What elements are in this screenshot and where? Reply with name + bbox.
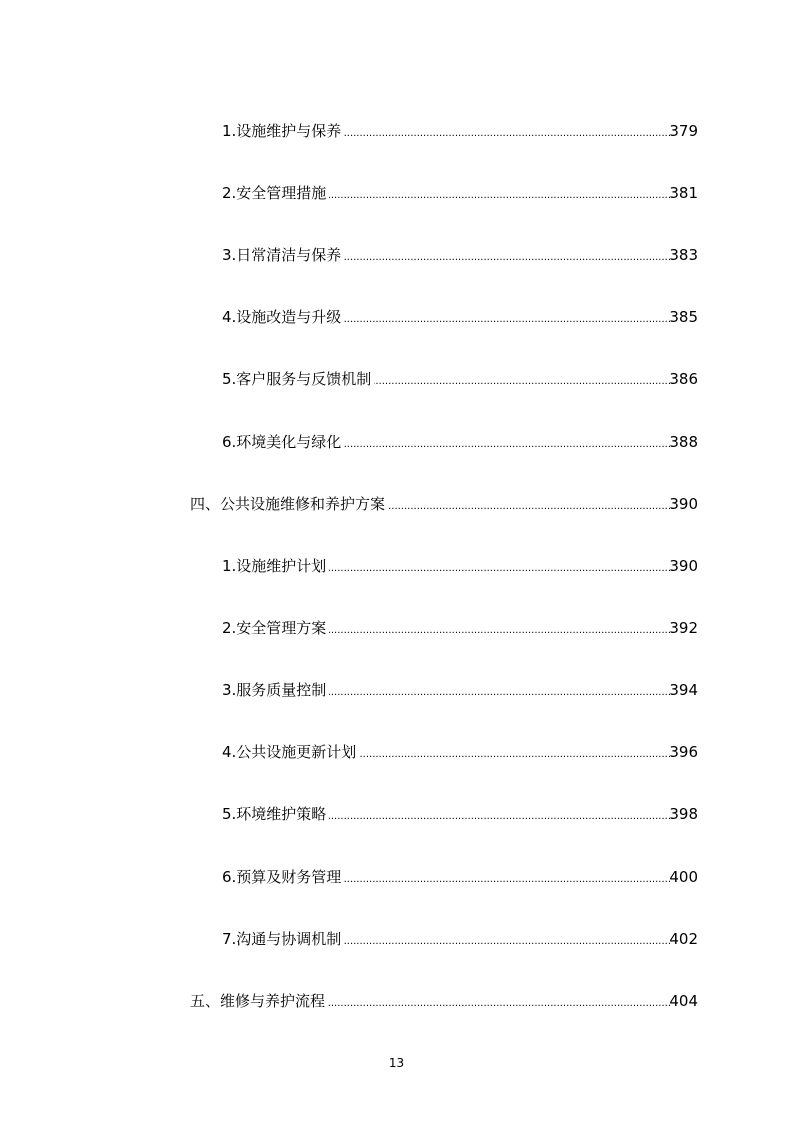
toc-entry-page: 379 — [669, 122, 698, 140]
toc-entry[interactable] — [0, 739, 793, 765]
toc-entry-title: 6.环境美化与绿化 — [222, 429, 344, 455]
toc-entry-title: 4.设施改造与升级 — [222, 304, 344, 330]
toc-entry-title: 4.公共设施更新计划 — [222, 739, 359, 765]
toc-entry-title: 3.日常清洁与保养 — [222, 242, 344, 268]
toc-entry[interactable] — [0, 864, 793, 890]
toc-entry-page: 383 — [669, 246, 698, 264]
toc-entry[interactable] — [0, 180, 793, 206]
page-number: 13 — [388, 1056, 405, 1070]
toc-section-title: 四、公共设施维修和养护方案 — [190, 491, 388, 517]
toc-section-page: 390 — [669, 495, 698, 513]
toc-entry[interactable] — [0, 304, 793, 330]
toc-entry-page: 396 — [669, 743, 698, 761]
toc-entry[interactable] — [0, 118, 793, 144]
toc-entry-title: 2.安全管理措施 — [222, 180, 329, 206]
toc-entry-page: 398 — [669, 805, 698, 823]
toc-entry[interactable] — [0, 801, 793, 827]
toc-entry-page: 400 — [669, 868, 698, 886]
toc-entry[interactable] — [0, 429, 793, 455]
toc-entry-page: 394 — [669, 681, 698, 699]
toc-entry[interactable] — [0, 366, 793, 392]
toc-entry-title: 5.环境维护策略 — [222, 801, 329, 827]
toc-entry-page: 381 — [669, 184, 698, 202]
toc-entry[interactable] — [0, 615, 793, 641]
toc-entry[interactable] — [0, 242, 793, 268]
toc-entry-title: 1.设施维护与保养 — [222, 118, 344, 144]
toc-entry-page: 390 — [669, 557, 698, 575]
toc-entry-title: 5.客户服务与反馈机制 — [222, 366, 374, 392]
toc-entry-page: 402 — [669, 930, 698, 948]
toc-entry[interactable] — [0, 926, 793, 952]
toc-entry-page: 386 — [669, 370, 698, 388]
toc-entry-title: 1.设施维护计划 — [222, 553, 329, 579]
toc-entry-page: 385 — [669, 308, 698, 326]
toc-entry-page: 392 — [669, 619, 698, 637]
toc-entry-title: 2.安全管理方案 — [222, 615, 329, 641]
toc-entry[interactable] — [0, 677, 793, 703]
toc-section-entry[interactable] — [0, 491, 793, 517]
toc-entry[interactable] — [0, 553, 793, 579]
toc-entry-page: 388 — [669, 433, 698, 451]
toc-entry-title: 7.沟通与协调机制 — [222, 926, 344, 952]
toc-section-entry[interactable] — [0, 988, 793, 1014]
toc-entry-title: 6.预算及财务管理 — [222, 864, 344, 890]
toc-section-page: 404 — [669, 992, 698, 1010]
toc-entry-title: 3.服务质量控制 — [222, 677, 329, 703]
toc-section-title: 五、维修与养护流程 — [190, 988, 328, 1014]
